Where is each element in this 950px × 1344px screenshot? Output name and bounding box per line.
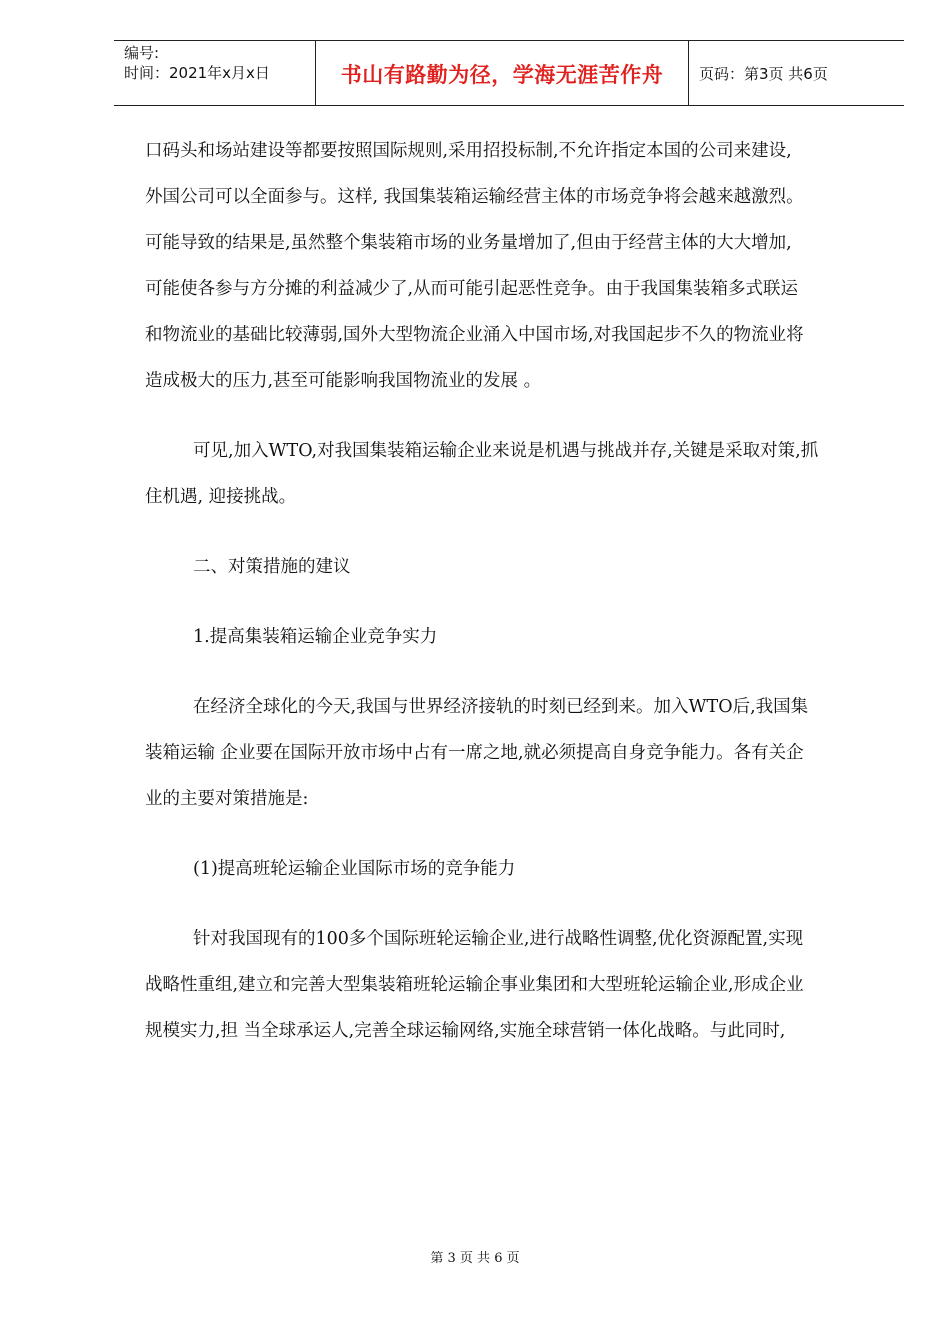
item-heading bbox=[145, 846, 875, 892]
document-body bbox=[145, 128, 875, 1054]
subsection-heading bbox=[145, 614, 875, 660]
text-line: 和物流业的基础比较薄弱,国外大型物流企业涌入中国市场,对我国起步不久的物流业将 bbox=[145, 325, 804, 345]
paragraph-1 bbox=[145, 128, 875, 404]
header-meta bbox=[114, 41, 316, 105]
section-heading-text: 二、对策措施的建议 bbox=[193, 557, 351, 577]
paragraph-2 bbox=[145, 428, 875, 520]
footer-page-number: 第 3 页 共 6 页 bbox=[430, 1251, 520, 1266]
date-label: 时间：2021年x月x日 bbox=[124, 64, 270, 82]
page-footer bbox=[0, 1247, 950, 1266]
text-line: 针对我国现有的100多个国际班轮运输企业,进行战略性调整,优化资源配置,实现 bbox=[193, 929, 804, 949]
text-line: 可能使各参与方分摊的利益减少了,从而可能引起恶性竞争。由于我国集装箱多式联运 bbox=[145, 279, 799, 299]
section-heading bbox=[145, 544, 875, 590]
header-page-info: 页码：第3页 共6页 bbox=[699, 65, 828, 83]
item-heading-text: (1)提高班轮运输企业国际市场的竞争能力 bbox=[193, 859, 516, 879]
text-line: 造成极大的压力,甚至可能影响我国物流业的发展 。 bbox=[145, 371, 542, 391]
text-line: 可能导致的结果是,虽然整个集装箱市场的业务量增加了,但由于经营主体的大大增加, bbox=[145, 233, 792, 253]
text-line: 在经济全球化的今天,我国与世界经济接轨的时刻已经到来。加入WTO后,我国集 bbox=[193, 697, 809, 717]
text-line: 口码头和场站建设等都要按照国际规则,采用招投标制,不允许指定本国的公司来建设, bbox=[145, 141, 792, 161]
text-line: 业的主要对策措施是: bbox=[145, 789, 309, 809]
text-line: 外国公司可以全面参与。这样, 我国集装箱运输经营主体的市场竞争将会越来越激烈。 bbox=[145, 187, 804, 207]
text-line: 战略性重组,建立和完善大型集装箱班轮运输企事业集团和大型班轮运输企业,形成企业 bbox=[145, 975, 804, 995]
page-header bbox=[114, 40, 904, 106]
subsection-heading-text: 1.提高集装箱运输企业竞争实力 bbox=[193, 627, 438, 647]
text-line: 可见,加入WTO,对我国集装箱运输企业来说是机遇与挑战并存,关键是采取对策,抓 bbox=[193, 441, 819, 461]
text-line: 住机遇, 迎接挑战。 bbox=[145, 487, 297, 507]
text-line: 规模实力,担 当全球承运人,完善全球运输网络,实施全球营销一体化战略。与此同时, bbox=[145, 1021, 786, 1041]
paragraph-3 bbox=[145, 684, 875, 822]
header-motto: 书山有路勤为径，学海无涯苦作舟 bbox=[316, 41, 689, 105]
serial-number-label: 编号: bbox=[124, 44, 160, 62]
paragraph-4 bbox=[145, 916, 875, 1054]
text-line: 装箱运输 企业要在国际开放市场中占有一席之地,就必须提高自身竞争能力。各有关企 bbox=[145, 743, 804, 763]
